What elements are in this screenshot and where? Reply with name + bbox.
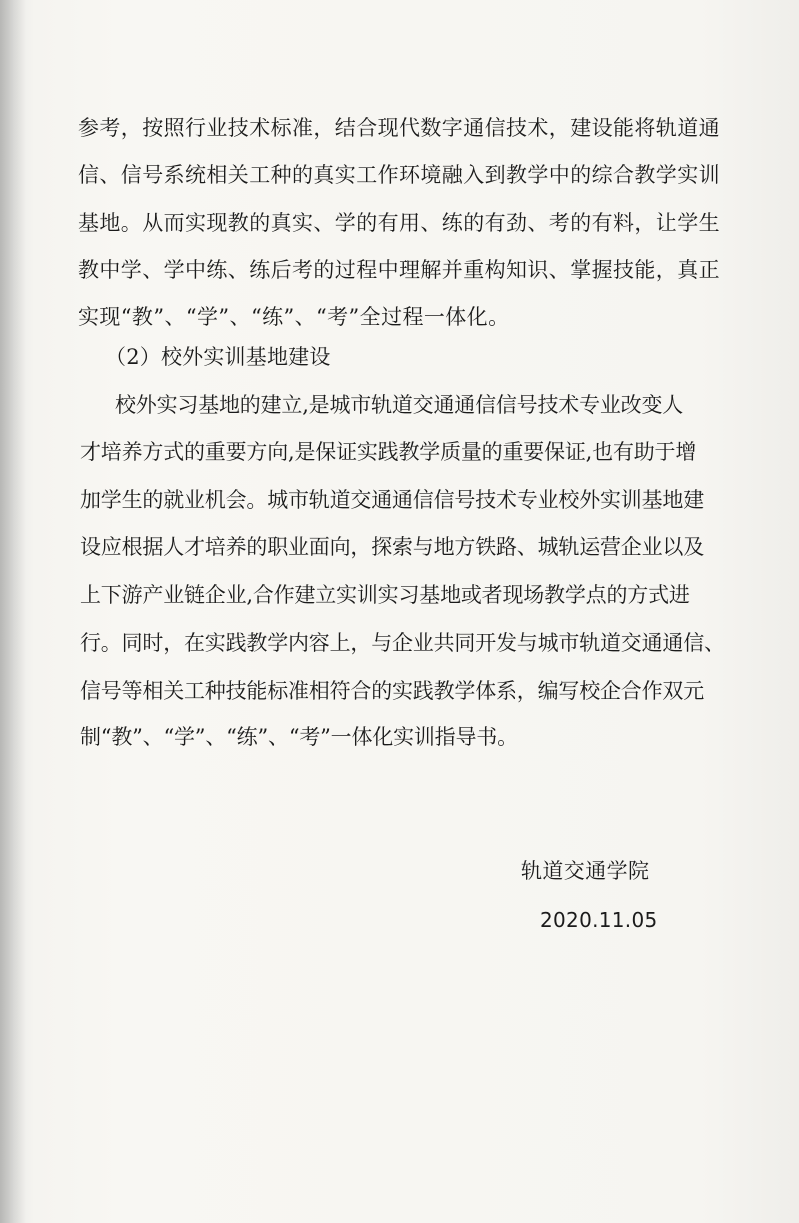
paragraph-2-line-1: 校外实习基地的建立,是城市轨道交通通信信号技术专业改变人	[115, 393, 684, 417]
section-heading: （2）校外实训基地建设	[105, 345, 331, 369]
paragraph-1-line-2: 信、信号系统相关工种的真实工作环境融入到教学中的综合教学实训	[78, 163, 720, 187]
paragraph-2-line-4: 设应根据人才培养的职业面向，探索与地方铁路、城轨运营企业以及	[80, 535, 704, 559]
paragraph-1-line-3: 基地。从而实现教的真实、学的有用、练的有劲、考的有料，让学生	[78, 211, 720, 235]
signature-organization: 轨道交通学院	[521, 859, 650, 883]
paragraph-2-line-5: 上下游产业链企业,合作建立实训实习基地或者现场教学点的方式进	[80, 583, 690, 607]
paragraph-2-line-6: 行。同时，在实践教学内容上，与企业共同开发与城市轨道交通通信、	[80, 631, 725, 655]
paragraph-1-line-1: 参考，按照行业技术标准，结合现代数字通信技术，建设能将轨道通	[78, 116, 720, 140]
paragraph-1-line-4: 教中学、学中练、练后考的过程中理解并重构知识、掌握技能，真正	[78, 258, 720, 282]
paragraph-1-line-5: 实现“教”、“学”、“练”、“考”全过程一体化。	[78, 305, 510, 329]
paragraph-2-line-2: 才培养方式的重要方向,是保证实践教学质量的重要保证,也有助于增	[80, 440, 697, 464]
paragraph-2-line-8: 制“教”、“学”、“练”、“考”一体化实训指导书。	[80, 725, 518, 749]
paragraph-2-line-7: 信号等相关工种技能标准相符合的实践教学体系，编写校企合作双元	[80, 679, 704, 703]
signature-date: 2020.11.05	[540, 908, 658, 932]
page-edge-shadow	[0, 0, 26, 1223]
paragraph-2-line-3: 加学生的就业机会。城市轨道交通通信信号技术专业校外实训基地建	[80, 488, 704, 512]
